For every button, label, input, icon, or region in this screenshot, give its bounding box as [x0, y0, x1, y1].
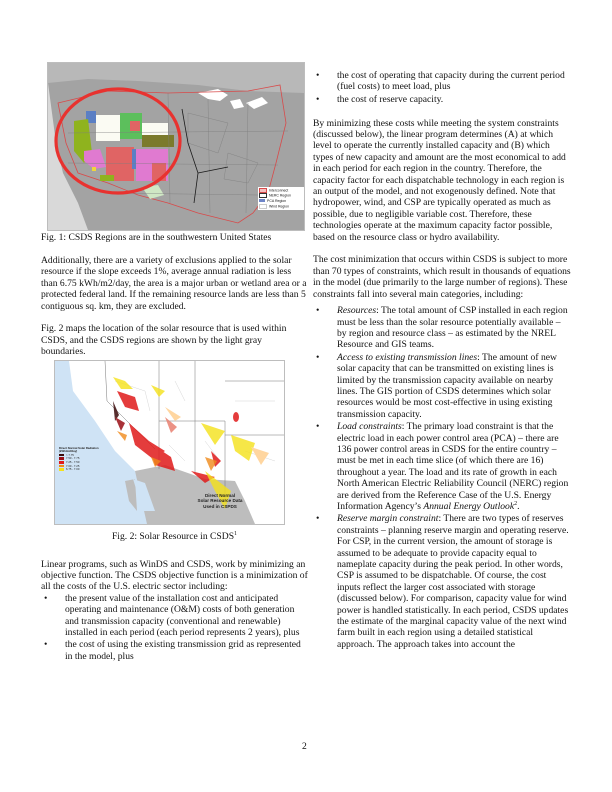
- legend-item-2: 7.50 - 7.75: [59, 457, 105, 461]
- cost-list-right: [313, 70, 571, 105]
- figure-1-us-regions-map: [47, 62, 305, 231]
- list-item: • the cost of using the existing transmission grid as represented in the model, plus: [44, 639, 301, 662]
- bullet-icon: •: [316, 93, 320, 105]
- legend-item-5: 6.75 - 7.00: [59, 468, 105, 472]
- page-number: 2: [302, 741, 307, 752]
- legend-item-3: 7.25 - 7.50: [59, 461, 105, 465]
- cost-list-left: [41, 593, 308, 662]
- figure-2-solar-resource-map: [54, 360, 285, 525]
- figure-2-legend: [59, 447, 105, 472]
- figure-2-map-title: Direct Normal Solar Resource Data Used in CSPDS: [197, 492, 243, 509]
- left-column: [41, 62, 308, 663]
- figure-1-caption: Fig. 1: CSDS Regions are in the southwestern United States: [41, 232, 272, 243]
- bullet-icon: •: [316, 351, 320, 363]
- list-item: • the cost of reserve capacity.: [316, 93, 444, 105]
- exclusions-paragraph: Additionally, there are a variety of exclusions applied to the solar resource if the slope exceeds 1%, average annual radiation is less than 6.75 kWh/m2/day, the area is a major urban or wetland area or a protected federal land. If the remaining resource lands are less than 5 contiguous sq. km, they are excluded.: [41, 255, 307, 312]
- figure-1-legend: [258, 187, 304, 210]
- constraints-intro-paragraph: The cost minimization that occurs within CSDS is subject to more than 70 types of constraints, which result in thousands of equations in the model (due primarily to the large number of regions). These constraints fall into several main categories, including:: [313, 254, 571, 300]
- bullet-icon: •: [316, 305, 320, 317]
- minimization-paragraph: By minimizing these costs while meeting the system constraints (discussed below), the linear program determines (A) at which level to operate the currently installed capacity and (B) which types of new capacity and amount are the most economical to add in each period for each region in the country. Therefore, the capacity factor for each dispatchable technology in each region is an output of the model, and not exogenously defined. Note that hydropower, wind, and CSP are typically operated as much as possible, due to negligible variable cost. Therefore, these technologies operate at the maximum capacity factor possible, based on the resource class or hydro availability.: [313, 117, 566, 243]
- bullet-icon: •: [44, 639, 48, 651]
- bullet-icon: •: [316, 513, 320, 525]
- legend-item-wind-region: Wind Region: [259, 204, 303, 209]
- bullet-icon: •: [316, 70, 320, 81]
- constraint-resources: • Resources: The total amount of CSP installed in each region must be less than the solar resource potentially available – by region and resource class – as estimated by the NREL Resource and GIS teams.: [316, 305, 568, 351]
- constraint-transmission-access: • Access to existing transmission lines: The amount of new solar capacity that can be transmitted on existing lines is limited by the transmission capacity available on nearby lines. The GIS portion of CSDS determines which solar resources would be most cost-effective in using existing transmission capacity.: [316, 351, 557, 420]
- figure-2-caption: Fig. 2: Solar Resource in CSDS$^1$: [111, 530, 238, 542]
- bullet-icon: •: [44, 592, 48, 604]
- legend-item-4: 7.00 - 7.25: [59, 465, 105, 469]
- legend-item-nerc-region: NERC Region: [259, 193, 303, 198]
- list-item: • the present value of the installation cost and anticipated operating and maintenance (O&M) costs of both generation and transmission capacity (conventional and renewable) installed in each period (each period represents 2 years), plus: [44, 592, 300, 639]
- constraint-load: • Load constraints: The primary load constraint is that the electric load in each power control area (PCA) – there are 136 power control areas in CSDS for the entire country – must be met in each time slice (of which there are 16) throughout a year. The load and its rate of growth in each North American Electric Reliability Council (NERC) region are derived from the Reference Case of the U.S. Energy Information Agency’s Annual Energy Outlook$^2$.: [316, 421, 569, 512]
- legend-title: Direct Normal Solar Radiation (kWh/m2/day): [59, 445, 99, 454]
- constraints-list: [313, 305, 571, 650]
- legend-item-pca-region: PCA Region: [259, 199, 303, 204]
- right-column: [313, 70, 571, 651]
- objective-function-paragraph: Linear programs, such as WinDS and CSDS, work by minimizing an objective function. The CSDS objective function is a minimization of all the costs of the U.S. electric sector including:: [41, 558, 308, 593]
- figure-2-intro-paragraph: Fig. 2 maps the location of the solar resource that is used within CSDS, and the CSDS regions are shown by the light gray boundaries.: [41, 323, 287, 358]
- constraint-reserve-margin: • Reserve margin constraint: There are two types of reserves constraints – planning reserve margin and operating reserve. For CSP, in the current version, the amount of storage is assumed to be adequate to provide capacity equal to nameplate capacity during the peak period. In other words, CSP is assumed to be dispatchable. Of course, the cost inputs reflect the larger cost associated with storage (discussed below). For comparison, capacity value for wind power is handled statistically. In each period, CSDS updates the estimate of the marginal capacity value of the next wind farm built in each region using a detailed statistical approach. The approach takes into account the: [316, 513, 569, 650]
- bullet-icon: •: [316, 421, 320, 433]
- legend-item-1: > 7.75: [59, 454, 105, 458]
- legend-item-interconnect: Interconnect: [259, 188, 303, 193]
- list-item: • the cost of operating that capacity during the current period (fuel costs) to meet load, plus: [316, 70, 565, 93]
